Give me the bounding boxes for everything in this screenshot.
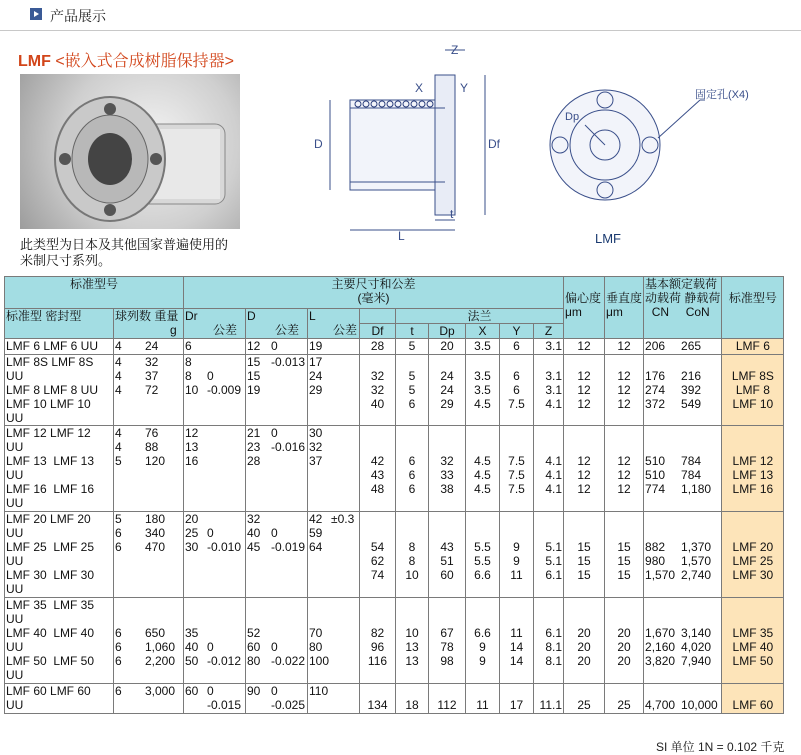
cell-d: 15 15 19 -0.013 [246, 355, 308, 426]
col-header-l: L 公差 [308, 309, 360, 339]
cell-t: 8 8 10 [396, 512, 429, 598]
cell-dp: 20 [429, 339, 466, 355]
cell-y: 6 [500, 339, 534, 355]
cell-perpendicularity: 15 15 15 [605, 512, 644, 598]
table-row [5, 426, 784, 512]
col-header-load-rating: 基本额定载荷 动载荷 静载荷 CN CoN [644, 277, 722, 339]
cell-perpendicularity: 12 [605, 339, 644, 355]
cell-z: 3.1 3.1 4.1 [534, 355, 564, 426]
col-header-dr: Dr 公差 [184, 309, 246, 339]
product-subtitle: <嵌入式合成树脂保持器> [55, 53, 235, 70]
cell-l: 19 [308, 339, 360, 355]
front-view-label: LMF [595, 231, 621, 246]
cell-balls-weight: 6 3,000 [114, 684, 184, 714]
hole-label: 固定孔(X4) [695, 89, 749, 101]
product-photo [20, 74, 240, 229]
cell-l: 30 32 37 [308, 426, 360, 512]
cell-l: 17 24 29 [308, 355, 360, 426]
cell-t: 10 13 13 [396, 598, 429, 684]
cell-load: 176 274 372 216 392 549 [644, 355, 722, 426]
cell-load: 1,670 2,160 3,820 3,140 4,020 7,940 [644, 598, 722, 684]
dim-t-label: t [450, 207, 454, 221]
section-header [0, 0, 801, 31]
cell-eccentricity: 20 20 20 [564, 598, 605, 684]
col-header-eccentricity: 偏心度 μm [564, 277, 605, 339]
cell-dr: 6 [184, 339, 246, 355]
cell-y: 7.5 7.5 7.5 [500, 426, 534, 512]
cell-eccentricity: 12 12 12 [564, 355, 605, 426]
cell-z: 6.1 8.1 8.1 [534, 598, 564, 684]
cell-z: 4.1 4.1 4.1 [534, 426, 564, 512]
dim-x-label: X [415, 81, 424, 95]
cell-model-right: LMF 20 LMF 25 LMF 30 [722, 512, 784, 598]
cell-balls-weight: 6 6 6 650 1,060 2,200 [114, 598, 184, 684]
cell-perpendicularity: 12 12 12 [605, 426, 644, 512]
cell-y: 6 6 7.5 [500, 355, 534, 426]
cell-model-right: LMF 12 LMF 13 LMF 16 [722, 426, 784, 512]
table-row [5, 684, 784, 714]
cell-dp: 67 78 98 [429, 598, 466, 684]
cell-balls-weight: 5 6 6 180 340 470 [114, 512, 184, 598]
cell-eccentricity: 12 [564, 339, 605, 355]
table-row [5, 355, 784, 426]
col-header-z: Z [534, 324, 564, 339]
cell-model-right: LMF 6 [722, 339, 784, 355]
arrow-icon [30, 8, 42, 20]
dim-l-label: L [398, 229, 405, 240]
cell-d: 32 40 45 0 -0.019 [246, 512, 308, 598]
cell-load: 510 510 774 784 784 1,180 [644, 426, 722, 512]
col-header-perpendicularity: 垂直度 μm [605, 277, 644, 339]
table-row [5, 339, 784, 355]
cell-z: 3.1 [534, 339, 564, 355]
dim-df-label: Df [488, 137, 500, 151]
cell-dp: 32 33 38 [429, 426, 466, 512]
col-header-d: D 公差 [246, 309, 308, 339]
side-view-diagram [310, 40, 530, 240]
cell-df: 82 96 116 [360, 598, 396, 684]
cell-model: LMF 20 LMF 20 UU LMF 25 LMF 25 UU LMF 30 LMF 30 UU [5, 512, 114, 598]
cell-dr: 20 25 30 0 -0.010 [184, 512, 246, 598]
cell-t: 5 5 6 [396, 355, 429, 426]
cell-x: 11 [466, 684, 500, 714]
table-row [5, 598, 784, 684]
cell-balls-weight: 4 4 5 76 88 120 [114, 426, 184, 512]
dim-d-label: D [314, 137, 323, 151]
cell-df: 32 32 40 [360, 355, 396, 426]
cell-x: 4.5 4.5 4.5 [466, 426, 500, 512]
cell-dp: 112 [429, 684, 466, 714]
cell-y: 11 14 14 [500, 598, 534, 684]
cell-perpendicularity: 20 20 20 [605, 598, 644, 684]
cell-dr: 35 40 50 0 -0.012 [184, 598, 246, 684]
table-row [5, 512, 784, 598]
cell-l: 42 59 64 ±0.3 [308, 512, 360, 598]
cell-df: 28 [360, 339, 396, 355]
cell-eccentricity: 15 15 15 [564, 512, 605, 598]
cell-load: 882 980 1,570 1,370 1,570 2,740 [644, 512, 722, 598]
cell-dr: 8 8 10 0 -0.009 [184, 355, 246, 426]
dim-y-label: Y [460, 81, 469, 95]
product-title [18, 48, 234, 71]
cell-perpendicularity: 25 [605, 684, 644, 714]
dim-dp-label: Dp [565, 111, 580, 123]
cell-model: LMF 60 LMF 60 UU [5, 684, 114, 714]
cell-x: 5.5 5.5 6.6 [466, 512, 500, 598]
col-header-flange: 法兰 [396, 309, 564, 324]
cell-df: 54 62 74 [360, 512, 396, 598]
dim-z-label: Z [451, 43, 459, 57]
col-header-df: Df [360, 324, 396, 339]
col-header-x: X [466, 324, 500, 339]
cell-y: 17 [500, 684, 534, 714]
cell-load: 4,700 10,000 [644, 684, 722, 714]
cell-load: 206 265 [644, 339, 722, 355]
cell-x: 6.6 9 9 [466, 598, 500, 684]
cell-df: 42 43 48 [360, 426, 396, 512]
cell-dr: 12 13 16 [184, 426, 246, 512]
cell-z: 5.1 5.1 6.1 [534, 512, 564, 598]
product-description: 此类型为日本及其他国家普遍使用的 米制尺寸系列。 [20, 237, 229, 268]
cell-x: 3.5 [466, 339, 500, 355]
cell-t: 6 6 6 [396, 426, 429, 512]
cell-y: 9 9 11 [500, 512, 534, 598]
col-header-t: t [396, 324, 429, 339]
cell-dp: 24 24 29 [429, 355, 466, 426]
col-header-dp: Dp [429, 324, 466, 339]
cell-t: 18 [396, 684, 429, 714]
front-view-diagram [545, 70, 795, 220]
cell-model: LMF 8S LMF 8S UU LMF 8 LMF 8 UU LMF 10 LMF 10 UU [5, 355, 114, 426]
col-header-std-model: 标准型号 [5, 277, 184, 309]
cell-df: 134 [360, 684, 396, 714]
cell-eccentricity: 25 [564, 684, 605, 714]
cell-l: 70 80 100 [308, 598, 360, 684]
footer-note: SI 单位 1N = 0.102 千克 [656, 740, 785, 754]
cell-model: LMF 12 LMF 12 UU LMF 13 LMF 13 UU LMF 16 LMF 16 UU [5, 426, 114, 512]
cell-model-right: LMF 8S LMF 8 LMF 10 [722, 355, 784, 426]
col-header-std-model-right: 标准型号 [722, 277, 784, 339]
cell-x: 3.5 3.5 4.5 [466, 355, 500, 426]
cell-l: 110 [308, 684, 360, 714]
cell-perpendicularity: 12 12 12 [605, 355, 644, 426]
cell-balls-weight: 4 4 4 32 37 72 [114, 355, 184, 426]
product-code: LMF [18, 53, 51, 70]
col-header-y: Y [500, 324, 534, 339]
cell-model-right: LMF 35 LMF 40 LMF 50 [722, 598, 784, 684]
cell-balls-weight: 4 24 [114, 339, 184, 355]
cell-z: 11.1 [534, 684, 564, 714]
spec-table [4, 276, 784, 714]
cell-eccentricity: 12 12 12 [564, 426, 605, 512]
col-header-std-sealed: 标准型 密封型 [5, 309, 114, 339]
cell-d: 21 23 28 0 -0.016 [246, 426, 308, 512]
cell-d: 52 60 80 0 -0.022 [246, 598, 308, 684]
cell-d: 90 0 -0.025 [246, 684, 308, 714]
cell-dr: 60 0 -0.015 [184, 684, 246, 714]
col-header-balls-weight: 球列数 重量 g [114, 309, 184, 339]
cell-dp: 43 51 60 [429, 512, 466, 598]
col-header-main-dims: 主要尺寸和公差 (毫米) [184, 277, 564, 309]
cell-model-right: LMF 60 [722, 684, 784, 714]
cell-model: LMF 35 LMF 35 UU LMF 40 LMF 40 UU LMF 50 LMF 50 UU [5, 598, 114, 684]
bearing-image [20, 74, 240, 229]
cell-model: LMF 6 LMF 6 UU [5, 339, 114, 355]
section-title: 产品展示 [50, 8, 106, 24]
cell-d: 12 0 [246, 339, 308, 355]
cell-t: 5 [396, 339, 429, 355]
